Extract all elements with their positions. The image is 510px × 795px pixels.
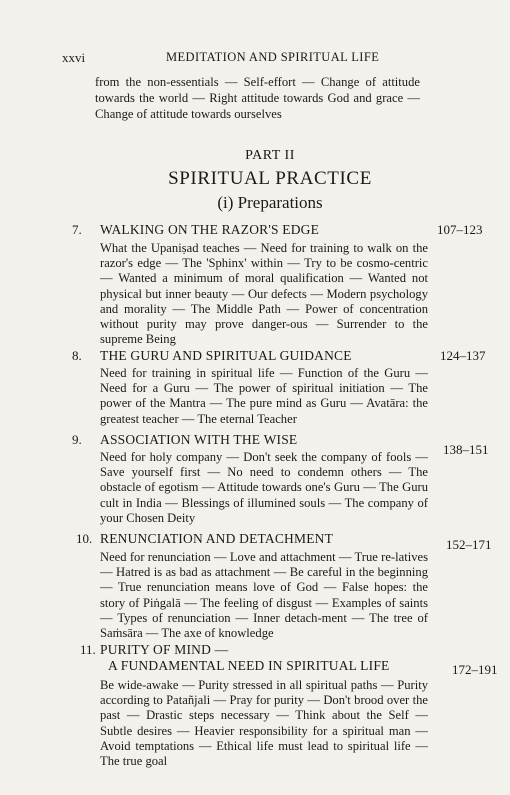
chapter-number: 11. xyxy=(80,642,96,657)
page-number: xxvi xyxy=(62,50,86,65)
chapter-title-line-2: A FUNDAMENTAL NEED IN SPIRITUAL LIFE xyxy=(108,658,390,673)
carryover-paragraph: from the non-essentials — Self-effort — Change of attitude towards the world — Right attitude towards God and grace — Change of attitude towards ourselves xyxy=(95,75,420,121)
chapter-number: 8. xyxy=(72,348,82,363)
chapter-title: RENUNCIATION AND DETACHMENT xyxy=(100,531,334,546)
chapter-title: ASSOCIATION WITH THE WISE xyxy=(100,432,298,447)
page-range: 107–123 xyxy=(437,222,483,237)
chapter-number: 10. xyxy=(76,531,93,546)
chapter-title: WALKING ON THE RAZOR'S EDGE xyxy=(100,222,320,237)
page-range: 124–137 xyxy=(440,348,486,363)
chapter-title xyxy=(100,642,389,674)
chapter-number: 9. xyxy=(72,432,82,447)
page-range: 152–171 xyxy=(446,537,492,552)
chapter-description: Need for renunciation — Love and attachment — True re-latives — Hatred is as bad as attachment — Be careful in the beginning — True renunciation means love of God — False hopes: the story of Piṅgalā — The feeling of disgust — Examples of saints — Types of renunciation — Inner detach-ment — The tree of Saṁsāra — The axe of knowledge xyxy=(100,550,428,641)
page-range: 172–191 xyxy=(452,662,498,677)
chapter-title: THE GURU AND SPIRITUAL GUIDANCE xyxy=(100,348,352,363)
running-head: MEDITATION AND SPIRITUAL LIFE xyxy=(166,50,380,64)
part-heading: PART II xyxy=(245,148,295,163)
chapter-title-line-1: PURITY OF MIND — xyxy=(100,642,229,657)
chapter-number: 7. xyxy=(72,222,82,237)
subsection-heading: (i) Preparations xyxy=(217,193,323,212)
section-heading: SPIRITUAL PRACTICE xyxy=(168,168,372,189)
chapter-description: Be wide-awake — Purity stressed in all spiritual paths — Purity according to Patañjali — Pray for purity — Don't brood over the past — Drastic steps necessary — Think about the Self — Subtle desires — Heavier responsibility for a spiritual man — Avoid temptations — Ethical life must lead to spiritual life — The true goal xyxy=(100,678,428,769)
page-range: 138–151 xyxy=(443,442,489,457)
chapter-description: Need for training in spiritual life — Function of the Guru — Need for a Guru — The power of spiritual initiation — The power of the Mantra — The pure mind as Guru — Avatāra: the greatest teacher — The eternal Teacher xyxy=(100,366,428,426)
chapter-description: What the Upaniṣad teaches — Need for training to walk on the razor's edge — The 'Sphinx' within — Try to be cosmo-centric — Wanted a minimum of moral qualification — Wanted not physical but inner beauty — Our defects — Modern psychology and morality — The Middle Path — Power of concentration without purity may prove danger-ous — Surrender to the supreme Being xyxy=(100,241,428,347)
chapter-description: Need for holy company — Don't seek the company of fools — Save yourself first — No need to condemn others — The obstacle of egotism — Attitude towards one's Guru — The Guru cult in India — Blessings of illumined souls — The company of your Chosen Deity xyxy=(100,450,428,525)
